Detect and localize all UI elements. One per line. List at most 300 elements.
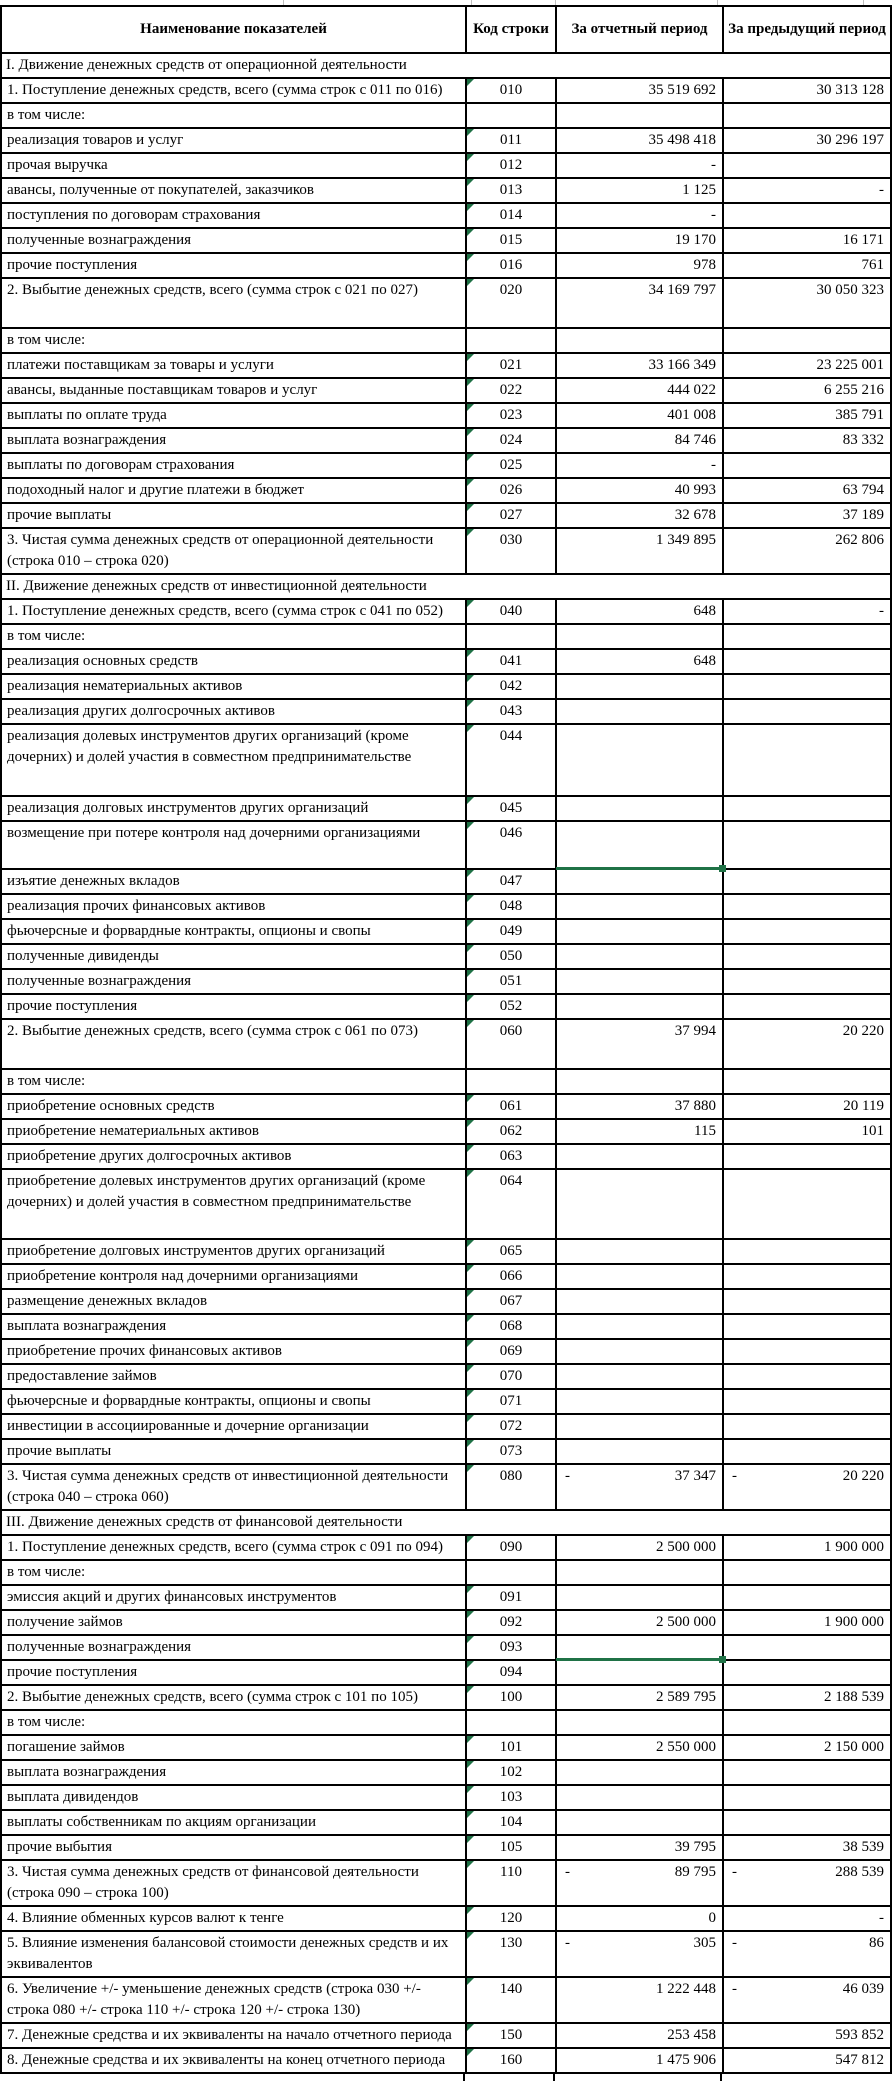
indicator-name-cell[interactable]: выплата вознаграждения [1, 1314, 466, 1339]
text-format-flag-icon [467, 1736, 474, 1743]
indicator-name-cell[interactable]: 3. Чистая сумма денежных средств от инвестиционной деятельности (строка 040 – строка 060) [1, 1464, 466, 1510]
previous-period-cell[interactable]: 2 150 000 [723, 1735, 891, 1760]
previous-period-cell[interactable] [723, 1560, 891, 1585]
line-code-cell[interactable]: 094 [466, 1660, 556, 1685]
previous-period-cell[interactable] [723, 153, 891, 178]
indicator-name-cell[interactable]: размещение денежных вкладов [1, 1289, 466, 1314]
previous-period-cell[interactable] [723, 624, 891, 649]
current-period-cell[interactable] [556, 1264, 723, 1289]
current-period-cell[interactable]: 1 475 906 [556, 2048, 723, 2073]
previous-period-cell[interactable]: 37 189 [723, 503, 891, 528]
previous-period-cell[interactable] [723, 1414, 891, 1439]
section-title-cell[interactable]: II. Движение денежных средств от инвестиционной деятельности [1, 574, 891, 599]
indicator-name-cell[interactable]: в том числе: [1, 328, 466, 353]
line-code-cell[interactable]: 092 [466, 1610, 556, 1635]
current-period-cell[interactable]: 1 349 895 [556, 528, 723, 574]
text-format-flag-icon [467, 254, 474, 261]
current-period-cell[interactable] [556, 1585, 723, 1610]
indicator-name-cell[interactable]: 1. Поступление денежных средств, всего (сумма строк с 041 по 052) [1, 599, 466, 624]
indicator-name-cell[interactable]: приобретение долевых инструментов других организаций (кроме дочерних) и долей участия в совместном предпринимательстве [1, 1169, 466, 1239]
indicator-name-cell[interactable]: реализация товаров и услуг [1, 128, 466, 153]
previous-period-cell[interactable]: 547 812 [723, 2048, 891, 2073]
text-format-flag-icon [467, 1661, 474, 1668]
indicator-name-cell[interactable]: реализация нематериальных активов [1, 674, 466, 699]
previous-period-cell[interactable] [723, 328, 891, 353]
current-period-cell[interactable] [556, 821, 723, 869]
text-format-flag-icon [467, 1811, 474, 1818]
current-period-cell[interactable] [556, 869, 723, 894]
text-format-flag-icon [467, 1440, 474, 1447]
fill-handle-square[interactable] [719, 1656, 726, 1663]
previous-period-cell[interactable]: 38 539 [723, 1835, 891, 1860]
indicator-name-cell[interactable]: 2. Выбытие денежных средств, всего (сумма строк с 061 по 073) [1, 1019, 466, 1069]
indicator-name-cell[interactable]: предоставление займов [1, 1364, 466, 1389]
indicator-name-cell[interactable]: 2. Выбытие денежных средств, всего (сумма строк с 021 по 027) [1, 278, 466, 328]
line-code-cell[interactable]: 104 [466, 1810, 556, 1835]
table-row [1, 674, 891, 699]
indicator-name-cell[interactable]: полученные дивиденды [1, 944, 466, 969]
previous-period-cell[interactable] [723, 203, 891, 228]
line-code-cell[interactable]: 103 [466, 1785, 556, 1810]
line-code-cell[interactable]: 067 [466, 1289, 556, 1314]
previous-period-cell[interactable]: - [723, 599, 891, 624]
current-period-cell[interactable]: 32 678 [556, 503, 723, 528]
indicator-name-cell[interactable]: в том числе: [1, 1710, 466, 1735]
line-code-cell[interactable]: 071 [466, 1389, 556, 1414]
line-code-cell[interactable]: 040 [466, 599, 556, 624]
current-period-cell[interactable]: - [556, 453, 723, 478]
indicator-name-cell[interactable]: приобретение основных средств [1, 1094, 466, 1119]
previous-period-cell[interactable] [723, 1264, 891, 1289]
line-code-cell[interactable]: 072 [466, 1414, 556, 1439]
current-period-cell[interactable] [556, 624, 723, 649]
section-title-cell[interactable]: I. Движение денежных средств от операционной деятельности [1, 53, 891, 78]
line-code-cell[interactable]: 046 [466, 821, 556, 869]
previous-period-cell[interactable]: 30 313 128 [723, 78, 891, 103]
line-code-cell[interactable]: 102 [466, 1760, 556, 1785]
indicator-name-cell[interactable]: авансы, выданные поставщикам товаров и услуг [1, 378, 466, 403]
line-code-cell[interactable]: 021 [466, 353, 556, 378]
line-code-cell[interactable]: 052 [466, 994, 556, 1019]
indicator-name-cell[interactable]: реализация прочих финансовых активов [1, 894, 466, 919]
line-code-cell[interactable]: 011 [466, 128, 556, 153]
current-period-cell[interactable]: - [556, 153, 723, 178]
current-period-cell[interactable] [556, 1810, 723, 1835]
previous-period-cell[interactable]: - [723, 1906, 891, 1931]
previous-period-cell[interactable] [723, 1169, 891, 1239]
current-period-cell[interactable]: 35 498 418 [556, 128, 723, 153]
line-code-cell[interactable]: 068 [466, 1314, 556, 1339]
line-code-cell[interactable] [466, 328, 556, 353]
previous-period-cell[interactable] [723, 944, 891, 969]
line-code-cell[interactable]: 020 [466, 278, 556, 328]
indicator-name-cell[interactable]: фьючерсные и форвардные контракты, опционы и свопы [1, 1389, 466, 1414]
indicator-name-cell[interactable]: платежи поставщикам за товары и услуги [1, 353, 466, 378]
line-code-cell[interactable]: 027 [466, 503, 556, 528]
previous-period-cell[interactable] [723, 894, 891, 919]
table-row [1, 1439, 891, 1464]
line-code-cell[interactable]: 069 [466, 1339, 556, 1364]
cell-value: 86 [869, 1935, 884, 1951]
previous-period-cell[interactable] [723, 1439, 891, 1464]
previous-period-cell[interactable] [723, 674, 891, 699]
line-code-cell[interactable]: 091 [466, 1585, 556, 1610]
line-code-cell[interactable]: 093 [466, 1635, 556, 1660]
line-code-cell[interactable]: 070 [466, 1364, 556, 1389]
indicator-name-cell[interactable]: в том числе: [1, 624, 466, 649]
line-code-cell[interactable]: 050 [466, 944, 556, 969]
previous-period-cell[interactable] [723, 1289, 891, 1314]
line-code-cell[interactable]: 120 [466, 1906, 556, 1931]
previous-period-cell[interactable]: 1 900 000 [723, 1535, 891, 1560]
line-code-cell[interactable] [466, 1710, 556, 1735]
section-row [1, 574, 891, 599]
indicator-name-cell[interactable]: в том числе: [1, 103, 466, 128]
current-period-cell[interactable] [556, 1364, 723, 1389]
line-code-cell[interactable]: 051 [466, 969, 556, 994]
line-code-cell[interactable]: 064 [466, 1169, 556, 1239]
line-code-cell[interactable]: 013 [466, 178, 556, 203]
indicator-name-cell[interactable]: 6. Увеличение +/- уменьшение денежных средств (строка 030 +/- строка 080 +/- строка 110 +/- строка 120 +/- строка 130) [1, 1977, 466, 2023]
table-row [1, 153, 891, 178]
line-code-cell[interactable]: 022 [466, 378, 556, 403]
indicator-name-cell[interactable]: выплата вознаграждения [1, 428, 466, 453]
previous-period-cell[interactable]: 761 [723, 253, 891, 278]
current-period-cell[interactable]: 648 [556, 599, 723, 624]
text-format-flag-icon [467, 1761, 474, 1768]
current-period-cell[interactable] [556, 1414, 723, 1439]
line-code-cell[interactable]: 043 [466, 699, 556, 724]
indicator-name-cell[interactable]: выплата вознаграждения [1, 1760, 466, 1785]
current-period-cell[interactable] [556, 674, 723, 699]
current-period-cell[interactable]: 37 880 [556, 1094, 723, 1119]
indicator-name-cell[interactable]: 7. Денежные средства и их эквиваленты на начало отчетного периода [1, 2023, 466, 2048]
current-period-cell[interactable] [556, 724, 723, 796]
line-code-cell[interactable]: 026 [466, 478, 556, 503]
table-row [1, 1785, 891, 1810]
current-period-cell[interactable]: 115 [556, 1119, 723, 1144]
table-row [1, 2023, 891, 2048]
indicator-name-cell[interactable]: полученные вознаграждения [1, 228, 466, 253]
indicator-name-cell[interactable]: выплаты по оплате труда [1, 403, 466, 428]
indicator-name-cell[interactable]: прочие поступления [1, 253, 466, 278]
current-period-cell[interactable] [556, 1785, 723, 1810]
indicator-name-cell[interactable]: фьючерсные и форвардные контракты, опционы и свопы [1, 919, 466, 944]
line-code-cell[interactable]: 101 [466, 1735, 556, 1760]
previous-period-cell[interactable]: 30 296 197 [723, 128, 891, 153]
previous-period-cell[interactable] [723, 1464, 891, 1510]
indicator-name-cell[interactable]: приобретение других долгосрочных активов [1, 1144, 466, 1169]
line-code-cell[interactable]: 160 [466, 2048, 556, 2073]
previous-period-cell[interactable] [723, 821, 891, 869]
previous-period-cell[interactable] [723, 724, 891, 796]
table-row [1, 203, 891, 228]
previous-period-cell[interactable] [723, 869, 891, 894]
current-period-cell[interactable] [556, 969, 723, 994]
table-row [1, 1314, 891, 1339]
indicator-name-cell[interactable]: 5. Влияние изменения балансовой стоимости денежных средств и их эквивалентов [1, 1931, 466, 1977]
text-format-flag-icon [467, 504, 474, 511]
current-period-cell[interactable] [556, 1760, 723, 1785]
previous-period-cell[interactable] [723, 699, 891, 724]
previous-period-cell[interactable]: 23 225 001 [723, 353, 891, 378]
current-period-cell[interactable]: 84 746 [556, 428, 723, 453]
indicator-name-cell[interactable]: выплаты по договорам страхования [1, 453, 466, 478]
current-period-cell[interactable]: 37 994 [556, 1019, 723, 1069]
previous-period-cell[interactable] [723, 649, 891, 674]
indicator-name-cell[interactable]: приобретение контроля над дочерними организациями [1, 1264, 466, 1289]
line-code-cell[interactable]: 060 [466, 1019, 556, 1069]
current-period-cell[interactable]: 40 993 [556, 478, 723, 503]
current-period-cell[interactable] [556, 994, 723, 1019]
indicator-name-cell[interactable]: прочие выплаты [1, 1439, 466, 1464]
current-period-cell[interactable]: 35 519 692 [556, 78, 723, 103]
previous-period-cell[interactable]: 30 050 323 [723, 278, 891, 328]
indicator-name-cell[interactable]: реализация основных средств [1, 649, 466, 674]
table-row [1, 1414, 891, 1439]
indicator-name-cell[interactable]: получение займов [1, 1610, 466, 1635]
previous-period-cell[interactable] [723, 1635, 891, 1660]
indicator-name-cell[interactable]: прочая выручка [1, 153, 466, 178]
indicator-name-cell[interactable]: приобретение нематериальных активов [1, 1119, 466, 1144]
line-code-cell[interactable]: 014 [466, 203, 556, 228]
indicator-name-cell[interactable]: в том числе: [1, 1560, 466, 1585]
indicator-name-cell[interactable]: инвестиции в ассоциированные и дочерние организации [1, 1414, 466, 1439]
current-period-cell[interactable] [556, 1710, 723, 1735]
section-row [1, 53, 891, 78]
current-period-cell[interactable]: 978 [556, 253, 723, 278]
gridline-tick [720, 2074, 722, 2081]
indicator-name-cell[interactable]: 1. Поступление денежных средств, всего (сумма строк с 091 по 094) [1, 1535, 466, 1560]
indicator-name-cell[interactable]: 4. Влияние обменных курсов валют к тенге [1, 1906, 466, 1931]
current-period-cell[interactable] [556, 1560, 723, 1585]
line-code-cell[interactable]: 041 [466, 649, 556, 674]
current-period-cell[interactable] [556, 1339, 723, 1364]
line-code-cell[interactable]: 044 [466, 724, 556, 796]
previous-period-cell[interactable]: 83 332 [723, 428, 891, 453]
previous-period-cell[interactable] [723, 1785, 891, 1810]
current-period-cell[interactable] [556, 1931, 723, 1977]
line-code-cell[interactable] [466, 1560, 556, 1585]
previous-period-cell[interactable]: 16 171 [723, 228, 891, 253]
indicator-name-cell[interactable]: авансы, полученные от покупателей, заказчиков [1, 178, 466, 203]
indicator-name-cell[interactable]: полученные вознаграждения [1, 969, 466, 994]
previous-period-cell[interactable] [723, 1931, 891, 1977]
line-code-cell[interactable]: 061 [466, 1094, 556, 1119]
line-code-cell[interactable] [466, 1069, 556, 1094]
current-period-cell[interactable]: 444 022 [556, 378, 723, 403]
previous-period-cell[interactable] [723, 1860, 891, 1906]
line-code-cell[interactable]: 015 [466, 228, 556, 253]
current-period-cell[interactable] [556, 1464, 723, 1510]
indicator-name-cell[interactable]: прочие поступления [1, 1660, 466, 1685]
current-period-cell[interactable]: 648 [556, 649, 723, 674]
current-period-cell[interactable] [556, 944, 723, 969]
previous-period-cell[interactable]: 2 188 539 [723, 1685, 891, 1710]
line-code-cell[interactable]: 023 [466, 403, 556, 428]
line-code-cell[interactable]: 010 [466, 78, 556, 103]
previous-period-cell[interactable]: 6 255 216 [723, 378, 891, 403]
table-row [1, 1685, 891, 1710]
line-code-cell[interactable]: 048 [466, 894, 556, 919]
previous-period-cell[interactable] [723, 1389, 891, 1414]
previous-period-cell[interactable] [723, 1144, 891, 1169]
table-row [1, 1535, 891, 1560]
table-row [1, 353, 891, 378]
indicator-name-cell[interactable]: реализация долговых инструментов других организаций [1, 796, 466, 821]
current-period-cell[interactable]: 34 169 797 [556, 278, 723, 328]
previous-period-cell[interactable]: 593 852 [723, 2023, 891, 2048]
line-code-cell[interactable]: 140 [466, 1977, 556, 2023]
line-code-cell[interactable]: 150 [466, 2023, 556, 2048]
text-format-flag-icon [467, 895, 474, 902]
previous-period-cell[interactable] [723, 1364, 891, 1389]
previous-period-cell[interactable] [723, 1977, 891, 2023]
previous-period-cell[interactable]: 262 806 [723, 528, 891, 574]
previous-period-cell[interactable]: 20 220 [723, 1019, 891, 1069]
previous-period-cell[interactable]: 63 794 [723, 478, 891, 503]
indicator-name-cell[interactable]: 2. Выбытие денежных средств, всего (сумма строк с 101 по 105) [1, 1685, 466, 1710]
previous-period-cell[interactable]: 385 791 [723, 403, 891, 428]
line-code-cell[interactable]: 016 [466, 253, 556, 278]
line-code-cell[interactable]: 030 [466, 528, 556, 574]
indicator-name-cell[interactable]: реализация долевых инструментов других организаций (кроме дочерних) и долей участия в совместном предпринимательстве [1, 724, 466, 796]
line-code-cell[interactable]: 025 [466, 453, 556, 478]
line-code-cell[interactable]: 100 [466, 1685, 556, 1710]
current-period-cell[interactable] [556, 919, 723, 944]
table-row [1, 1760, 891, 1785]
indicator-name-cell[interactable]: погашение займов [1, 1735, 466, 1760]
line-code-cell[interactable]: 073 [466, 1439, 556, 1464]
indicator-name-cell[interactable]: приобретение долговых инструментов других организаций [1, 1239, 466, 1264]
previous-period-cell[interactable] [723, 919, 891, 944]
indicator-name-cell[interactable]: в том числе: [1, 1069, 466, 1094]
indicator-name-cell[interactable]: 1. Поступление денежных средств, всего (сумма строк с 011 по 016) [1, 78, 466, 103]
previous-period-cell[interactable] [723, 1810, 891, 1835]
line-code-cell[interactable]: 130 [466, 1931, 556, 1977]
line-code-cell[interactable]: 062 [466, 1119, 556, 1144]
current-period-cell[interactable]: 33 166 349 [556, 353, 723, 378]
line-code-cell[interactable]: 012 [466, 153, 556, 178]
current-period-cell[interactable] [556, 1169, 723, 1239]
indicator-name-cell[interactable]: возмещение при потере контроля над дочерними организациями [1, 821, 466, 869]
current-period-cell[interactable]: 2 589 795 [556, 1685, 723, 1710]
indicator-name-cell[interactable]: эмиссия акций и других финансовых инструментов [1, 1585, 466, 1610]
text-format-flag-icon [467, 822, 474, 829]
previous-period-cell[interactable] [723, 994, 891, 1019]
text-format-flag-icon [467, 1907, 474, 1914]
previous-period-cell[interactable]: 1 900 000 [723, 1610, 891, 1635]
previous-period-cell[interactable] [723, 969, 891, 994]
line-code-cell[interactable] [466, 624, 556, 649]
current-period-cell[interactable]: 19 170 [556, 228, 723, 253]
line-code-cell[interactable] [466, 103, 556, 128]
current-period-cell[interactable] [556, 1439, 723, 1464]
previous-period-cell[interactable] [723, 1760, 891, 1785]
previous-period-cell[interactable] [723, 1069, 891, 1094]
indicator-name-cell[interactable]: выплаты собственникам по акциям организации [1, 1810, 466, 1835]
current-period-cell[interactable] [556, 1635, 723, 1660]
section-title-cell[interactable]: III. Движение денежных средств от финансовой деятельности [1, 1510, 891, 1535]
current-period-cell[interactable]: 2 500 000 [556, 1610, 723, 1635]
current-period-cell[interactable] [556, 699, 723, 724]
previous-period-cell[interactable] [723, 1314, 891, 1339]
previous-period-cell[interactable] [723, 453, 891, 478]
line-code-cell[interactable]: 042 [466, 674, 556, 699]
current-period-cell[interactable] [556, 894, 723, 919]
previous-period-cell[interactable] [723, 796, 891, 821]
previous-period-cell[interactable]: 20 119 [723, 1094, 891, 1119]
current-period-cell[interactable]: 39 795 [556, 1835, 723, 1860]
current-period-cell[interactable]: 2 500 000 [556, 1535, 723, 1560]
indicator-name-cell[interactable]: полученные вознаграждения [1, 1635, 466, 1660]
previous-period-cell[interactable] [723, 1660, 891, 1685]
line-code-cell[interactable]: 105 [466, 1835, 556, 1860]
indicator-name-cell[interactable]: приобретение прочих финансовых активов [1, 1339, 466, 1364]
previous-period-cell[interactable] [723, 103, 891, 128]
line-code-cell[interactable]: 110 [466, 1860, 556, 1906]
line-code-cell[interactable]: 045 [466, 796, 556, 821]
previous-period-cell[interactable] [723, 1710, 891, 1735]
current-period-cell[interactable]: 1 222 448 [556, 1977, 723, 2023]
line-code-cell[interactable]: 049 [466, 919, 556, 944]
previous-period-cell[interactable]: - [723, 178, 891, 203]
indicator-name-cell[interactable]: реализация других долгосрочных активов [1, 699, 466, 724]
current-period-cell[interactable] [556, 1289, 723, 1314]
line-code-cell[interactable]: 047 [466, 869, 556, 894]
current-period-cell[interactable]: 401 008 [556, 403, 723, 428]
previous-period-cell[interactable] [723, 1239, 891, 1264]
current-period-cell[interactable] [556, 1389, 723, 1414]
indicator-name-cell[interactable]: выплата дивидендов [1, 1785, 466, 1810]
line-code-cell[interactable]: 066 [466, 1264, 556, 1289]
current-period-cell[interactable] [556, 1660, 723, 1685]
indicator-name-cell[interactable]: 3. Чистая сумма денежных средств от операционной деятельности (строка 010 – строка 020) [1, 528, 466, 574]
current-period-cell[interactable] [556, 1860, 723, 1906]
current-period-cell[interactable]: 2 550 000 [556, 1735, 723, 1760]
current-period-cell[interactable]: - [556, 203, 723, 228]
indicator-name-cell[interactable]: изъятие денежных вкладов [1, 869, 466, 894]
current-period-cell[interactable] [556, 1239, 723, 1264]
indicator-name-cell[interactable]: 3. Чистая сумма денежных средств от финансовой деятельности (строка 090 – строка 100) [1, 1860, 466, 1906]
fill-handle-square[interactable] [719, 865, 726, 872]
previous-period-cell[interactable] [723, 1585, 891, 1610]
text-format-flag-icon [467, 379, 474, 386]
indicator-name-cell[interactable]: подоходный налог и другие платежи в бюджет [1, 478, 466, 503]
current-period-cell[interactable] [556, 1314, 723, 1339]
current-period-cell[interactable] [556, 1069, 723, 1094]
current-period-cell[interactable]: 1 125 [556, 178, 723, 203]
previous-period-cell[interactable]: 101 [723, 1119, 891, 1144]
previous-period-cell[interactable] [723, 1339, 891, 1364]
current-period-cell[interactable] [556, 1144, 723, 1169]
current-period-cell[interactable] [556, 103, 723, 128]
current-period-cell[interactable]: 0 [556, 1906, 723, 1931]
line-code-cell[interactable]: 024 [466, 428, 556, 453]
line-code-cell[interactable]: 063 [466, 1144, 556, 1169]
current-period-cell[interactable] [556, 796, 723, 821]
indicator-name-cell[interactable]: прочие поступления [1, 994, 466, 1019]
indicator-name-cell[interactable]: поступления по договорам страхования [1, 203, 466, 228]
line-code-cell[interactable]: 090 [466, 1535, 556, 1560]
indicator-name-cell[interactable]: 8. Денежные средства и их эквиваленты на конец отчетного периода [1, 2048, 466, 2073]
line-code-cell[interactable]: 065 [466, 1239, 556, 1264]
indicator-name-cell[interactable]: прочие выплаты [1, 503, 466, 528]
line-code-cell[interactable]: 080 [466, 1464, 556, 1510]
current-period-cell[interactable] [556, 328, 723, 353]
indicator-name-cell[interactable]: прочие выбытия [1, 1835, 466, 1860]
current-period-cell[interactable]: 253 458 [556, 2023, 723, 2048]
